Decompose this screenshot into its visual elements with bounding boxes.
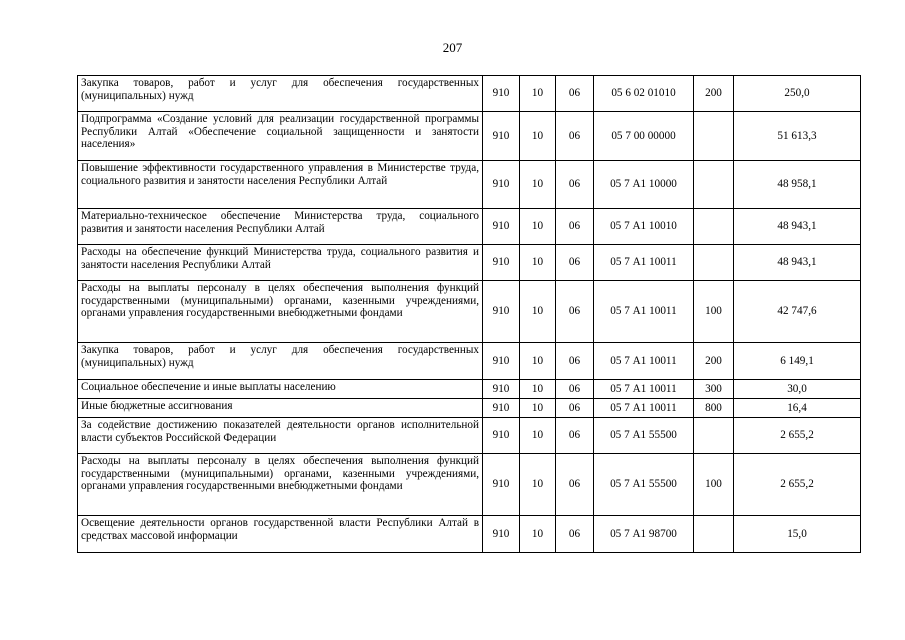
row-name: Социальное обеспечение и иные выплаты населению [78,380,483,399]
table-row [78,343,861,380]
table-row [78,209,861,245]
expense-type: 800 [694,399,734,418]
target-article: 05 7 А1 10011 [594,399,694,418]
expense-type [694,112,734,161]
expense-type: 100 [694,454,734,516]
subsection-code: 06 [556,454,594,516]
target-article: 05 7 А1 10011 [594,343,694,380]
row-name: Закупка товаров, работ и услуг для обеспечения государственных (муниципальных) нужд [78,343,483,380]
expense-type [694,516,734,553]
table-row [78,380,861,399]
table-row [78,399,861,418]
amount: 2 655,2 [734,418,861,454]
row-name: За содействие достижению показателей деятельности органов исполнительной власти субъектов Российской Федерации [78,418,483,454]
ministry-code: 910 [483,76,520,112]
table-row [78,454,861,516]
target-article: 05 7 А1 98700 [594,516,694,553]
section-code: 10 [520,112,556,161]
section-code: 10 [520,418,556,454]
table-row [78,112,861,161]
target-article: 05 7 А1 55500 [594,418,694,454]
subsection-code: 06 [556,516,594,553]
subsection-code: 06 [556,399,594,418]
table-row [78,245,861,281]
target-article: 05 7 А1 10011 [594,281,694,343]
section-code: 10 [520,76,556,112]
subsection-code: 06 [556,161,594,209]
amount: 15,0 [734,516,861,553]
expense-type [694,209,734,245]
target-article: 05 7 00 00000 [594,112,694,161]
amount: 48 943,1 [734,245,861,281]
section-code: 10 [520,380,556,399]
amount: 51 613,3 [734,112,861,161]
target-article: 05 7 А1 55500 [594,454,694,516]
expense-type [694,418,734,454]
page-number: 207 [442,40,463,55]
section-code: 10 [520,161,556,209]
row-name: Подпрограмма «Создание условий для реализации государственной программы Республики Алтай «Обеспечение социальной защищенности и занятости населения» [78,112,483,161]
section-code: 10 [520,245,556,281]
expense-type: 200 [694,343,734,380]
ministry-code: 910 [483,343,520,380]
section-code: 10 [520,209,556,245]
target-article: 05 7 А1 10000 [594,161,694,209]
target-article: 05 7 А1 10011 [594,380,694,399]
subsection-code: 06 [556,281,594,343]
ministry-code: 910 [483,209,520,245]
amount: 16,4 [734,399,861,418]
expense-type: 200 [694,76,734,112]
subsection-code: 06 [556,418,594,454]
section-code: 10 [520,281,556,343]
expense-type: 100 [694,281,734,343]
expense-type [694,245,734,281]
amount: 250,0 [734,76,861,112]
amount: 2 655,2 [734,454,861,516]
budget-table-body [78,76,861,553]
table-row [78,76,861,112]
table-row [78,161,861,209]
row-name: Иные бюджетные ассигнования [78,399,483,418]
section-code: 10 [520,343,556,380]
row-name: Материально-техническое обеспечение Министерства труда, социального развития и занятости населения Республики Алтай [78,209,483,245]
ministry-code: 910 [483,281,520,343]
amount: 48 958,1 [734,161,861,209]
section-code: 10 [520,399,556,418]
row-name: Расходы на выплаты персоналу в целях обеспечения выполнения функций государственными (муниципальными) органами, казенными учреждениями, органами управления государственными внебюджетными фондами [78,454,483,516]
ministry-code: 910 [483,418,520,454]
subsection-code: 06 [556,245,594,281]
ministry-code: 910 [483,245,520,281]
target-article: 05 7 А1 10010 [594,209,694,245]
subsection-code: 06 [556,76,594,112]
expense-type: 300 [694,380,734,399]
amount: 30,0 [734,380,861,399]
subsection-code: 06 [556,209,594,245]
ministry-code: 910 [483,112,520,161]
row-name: Расходы на обеспечение функций Министерства труда, социального развития и занятости населения Республики Алтай [78,245,483,281]
ministry-code: 910 [483,161,520,209]
budget-table [77,75,861,553]
row-name: Повышение эффективности государственного управления в Министерстве труда, социального развития и занятости населения Республики Алтай [78,161,483,209]
target-article: 05 7 А1 10011 [594,245,694,281]
ministry-code: 910 [483,516,520,553]
amount: 48 943,1 [734,209,861,245]
section-code: 10 [520,454,556,516]
amount: 6 149,1 [734,343,861,380]
table-row [78,516,861,553]
subsection-code: 06 [556,112,594,161]
ministry-code: 910 [483,399,520,418]
table-row [78,281,861,343]
subsection-code: 06 [556,343,594,380]
row-name: Освещение деятельности органов государственной власти Республики Алтай в средствах массовой информации [78,516,483,553]
amount: 42 747,6 [734,281,861,343]
row-name: Закупка товаров, работ и услуг для обеспечения государственных (муниципальных) нужд [78,76,483,112]
expense-type [694,161,734,209]
ministry-code: 910 [483,454,520,516]
target-article: 05 6 02 01010 [594,76,694,112]
row-name: Расходы на выплаты персоналу в целях обеспечения выполнения функций государственными (муниципальными) органами, казенными учреждениями, органами управления государственными внебюджетными фондами [78,281,483,343]
subsection-code: 06 [556,380,594,399]
ministry-code: 910 [483,380,520,399]
section-code: 10 [520,516,556,553]
table-row [78,418,861,454]
